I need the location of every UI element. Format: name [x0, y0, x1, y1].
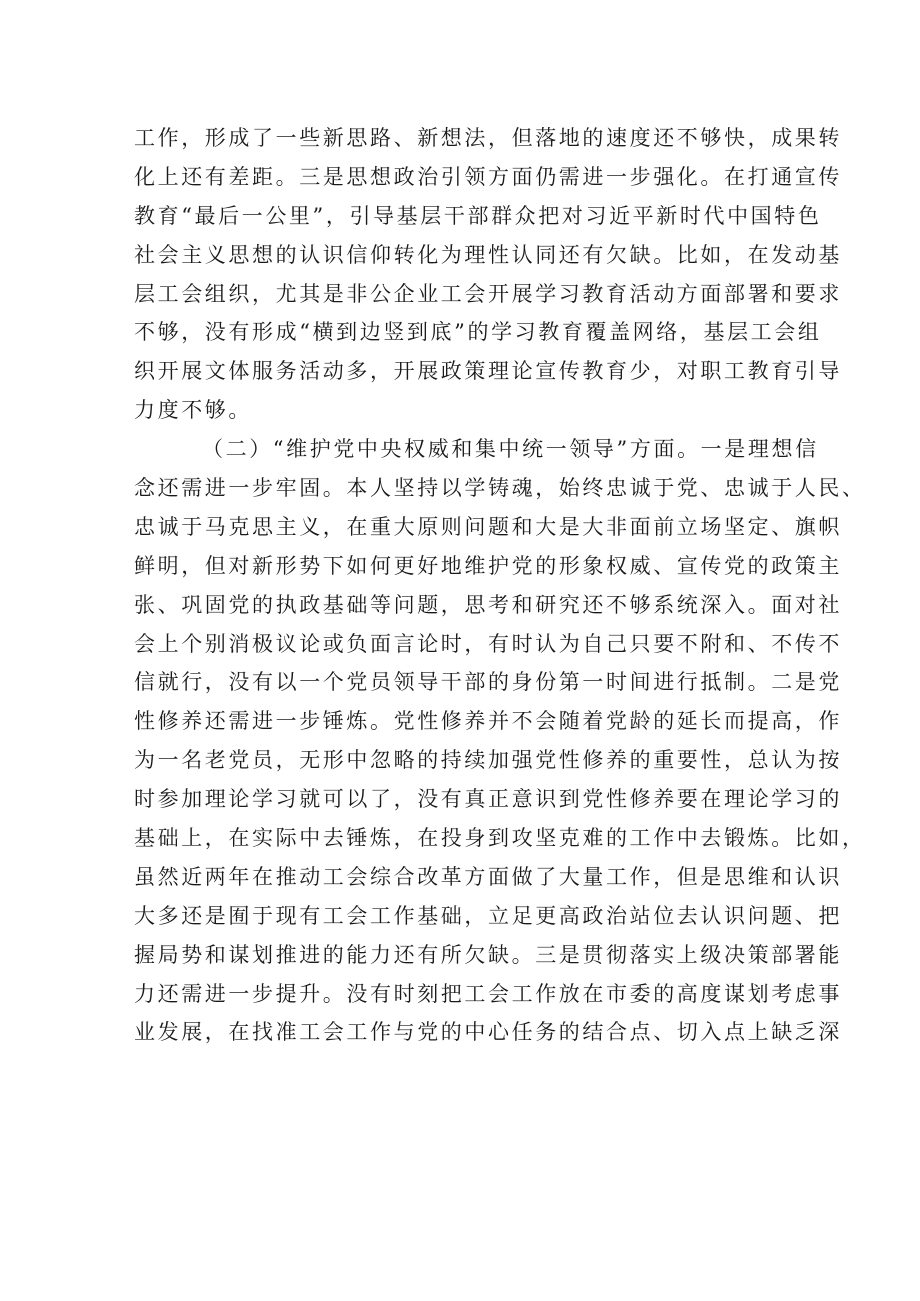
text-line: 会上个别消极议论或负面言论时，有时认为自己只要不附和、不传不 — [134, 631, 842, 656]
paragraph-1 — [134, 119, 842, 430]
text-line: 教育“最后一公里”，引导基层干部群众把对习近平新时代中国特色 — [134, 203, 822, 228]
text-line: 张、巩固党的执政基础等问题，思考和研究还不够系统深入。面对社 — [134, 592, 842, 617]
text-line: 织开展文体服务活动多，开展政策理论宣传教育少，对职工教育引导 — [134, 359, 842, 384]
text-line: 不够，没有形成“横到边竖到底”的学习教育覆盖网络，基层工会组 — [134, 320, 822, 345]
text-line: 工作，形成了一些新思路、新想法，但落地的速度还不够快，成果转 — [134, 126, 842, 150]
text-line: 鲜明，但对新形势下如何更好地维护党的形象权威、宣传党的政策主 — [134, 553, 842, 578]
text-line: 信就行，没有以一个党员领导干部的身份第一时间进行抵制。二是党 — [134, 670, 842, 695]
text-line: 基础上，在实际中去锤炼，在投身到攻坚克难的工作中去锻炼。比如， — [134, 826, 866, 851]
text-line: 层工会组织，尤其是非公企业工会开展学习教育活动方面部署和要求 — [134, 281, 842, 306]
paragraph-heading-line: （二）“维护党中央权威和集中统一领导”方面。一是理想信 — [202, 437, 819, 462]
text-line: 业发展，在找准工会工作与党的中心任务的结合点、切入点上缺乏深 — [134, 1020, 842, 1045]
text-line: 性修养还需进一步锤炼。党性修养并不会随着党龄的延长而提高，作 — [134, 709, 842, 734]
text-line: 力还需进一步提升。没有时刻把工会工作放在市委的高度谋划考虑事 — [134, 981, 842, 1006]
text-line: 为一名老党员，无形中忽略的持续加强党性修养的重要性，总认为按 — [134, 748, 842, 773]
text-line: 社会主义思想的认识信仰转化为理性认同还有欠缺。比如，在发动基 — [134, 242, 842, 267]
text-line: 握局势和谋划推进的能力还有所欠缺。三是贯彻落实上级决策部署能 — [134, 942, 842, 967]
text-line: 大多还是囿于现有工会工作基础，立足更高政治站位去认识问题、把 — [134, 903, 842, 928]
text-line: 力度不够。 — [134, 398, 252, 423]
text-line: 虽然近两年在推动工会综合改革方面做了大量工作，但是思维和认识 — [134, 864, 842, 889]
paragraph-2 — [134, 430, 866, 1052]
document-body — [134, 119, 866, 1052]
text-line: 忠诚于马克思主义，在重大原则问题和大是大非面前立场坚定、旗帜 — [134, 514, 842, 539]
text-line: 时参加理论学习就可以了，没有真正意识到党性修养要在理论学习的 — [134, 787, 842, 812]
text-line: 念还需进一步牢固。本人坚持以学铸魂，始终忠诚于党、忠诚于人民、 — [134, 476, 866, 501]
text-line: 化上还有差距。三是思想政治引领方面仍需进一步强化。在打通宣传 — [134, 164, 842, 189]
